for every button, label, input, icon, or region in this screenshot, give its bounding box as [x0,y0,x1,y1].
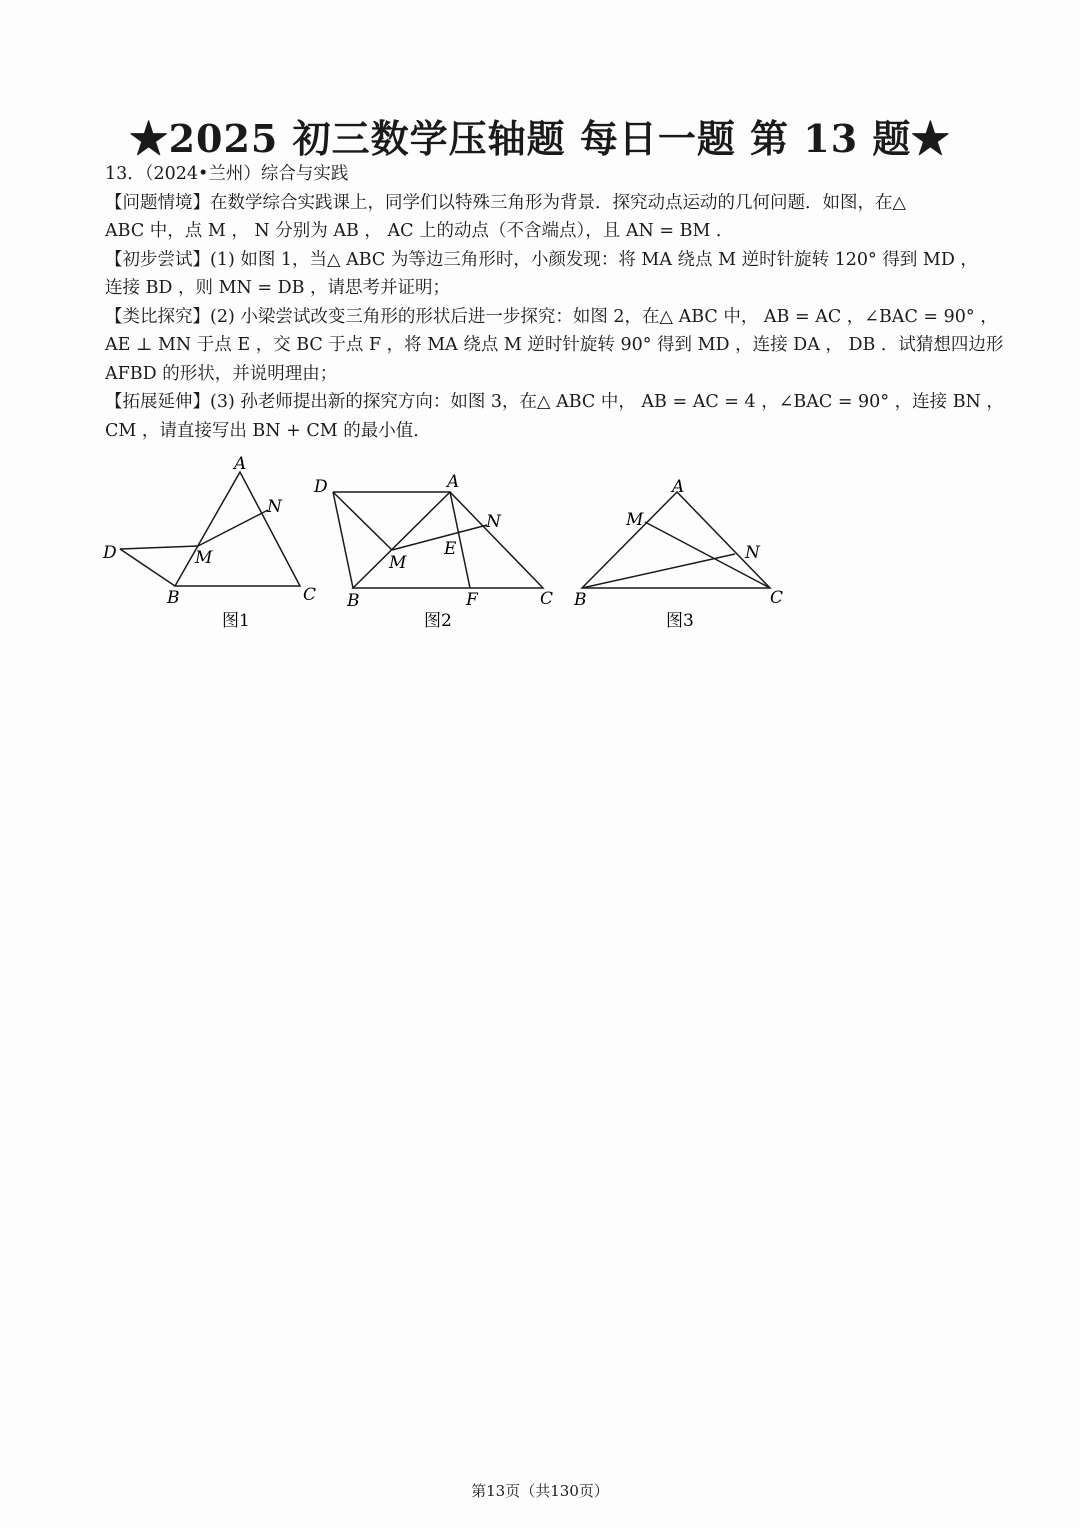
problem-line: CM ，请直接写出 BN + CM 的最小值． [105,420,431,441]
fig1-label-b: B [167,588,180,608]
page-title: ★2025 初三数学压轴题 每日一题 第 13 题★ [129,116,951,161]
geometry-figures [95,450,815,640]
problem-line: 【初步尝试】(1) 如图 1，当△ ABC 为等边三角形时，小颜发现：将 MA 绕点 M 逆时针旋转 120° 得到 MD ， [105,249,978,270]
fig3-label-m: M [626,510,644,530]
fig3-label-c: C [770,588,784,608]
fig3-label-a: A [672,477,685,497]
fig1-label-d: D [103,543,117,563]
fig2-label-n: N [486,512,501,532]
figure-3 [582,492,770,588]
page-footer: 第13页（共130页） [471,1482,609,1500]
problem-line: AE ⊥ MN 于点 E ，交 BC 于点 F ，将 MA 绕点 M 逆时针旋转 90° 得到 MD ，连接 DA ， DB ．试猜想四边形 [105,335,1004,355]
fig2-segment-db [333,492,353,588]
fig1-segment-db [120,549,175,586]
fig2-label-e: E [444,539,457,559]
fig2-label-d: D [314,477,328,497]
problem-line: 【拓展延伸】(3) 孙老师提出新的探究方向：如图 3，在△ ABC 中， AB = AC = 4 ，∠BAC = 90° ，连接 BN ， [105,392,1004,412]
problem-line: 连接 BD ，则 MN = DB ，请思考并证明； [105,278,451,298]
problem-line: 【类比探究】(2) 小梁尝试改变三角形的形状后进一步探究：如图 2，在△ ABC 中， AB = AC ，∠BAC = 90° ， [105,306,998,327]
fig2-segment-dm [333,492,392,550]
figure-1 [120,472,300,586]
fig2-segment-mn [392,525,487,550]
figure-2 [333,492,543,588]
fig1-label-n: N [267,497,282,517]
problem-line: 【问题情境】在数学综合实践课上，同学们以特殊三角形为背景．探究动点运动的几何问题．如图，在△ [105,192,906,213]
fig3-label-b: B [574,590,587,610]
fig2-label-a: A [447,472,460,492]
fig3-segment-bn [582,554,735,588]
fig2-label-m: M [389,553,407,573]
fig3-label-n: N [745,543,760,563]
fig2-caption: 图2 [424,611,452,631]
fig1-label-c: C [303,585,317,605]
fig3-caption: 图3 [666,611,694,631]
problem-line: 13．（2024•兰州）综合与实践 [105,164,349,184]
fig2-label-f: F [466,590,478,610]
fig1-label-a: A [234,454,247,474]
problem-line: ABC 中，点 M ， N 分别为 AB ， AC 上的动点（不含端点），且 AN = BM ． [105,221,734,241]
fig1-caption: 图1 [222,611,250,631]
fig1-label-m: M [195,548,213,568]
fig2-label-b: B [347,591,360,611]
fig1-segment-md [120,546,198,549]
fig1-triangle-abc [175,472,300,586]
fig2-label-c: C [540,589,554,609]
problem-text [105,160,1004,445]
problem-line: AFBD 的形状，并说明理由； [105,363,338,384]
